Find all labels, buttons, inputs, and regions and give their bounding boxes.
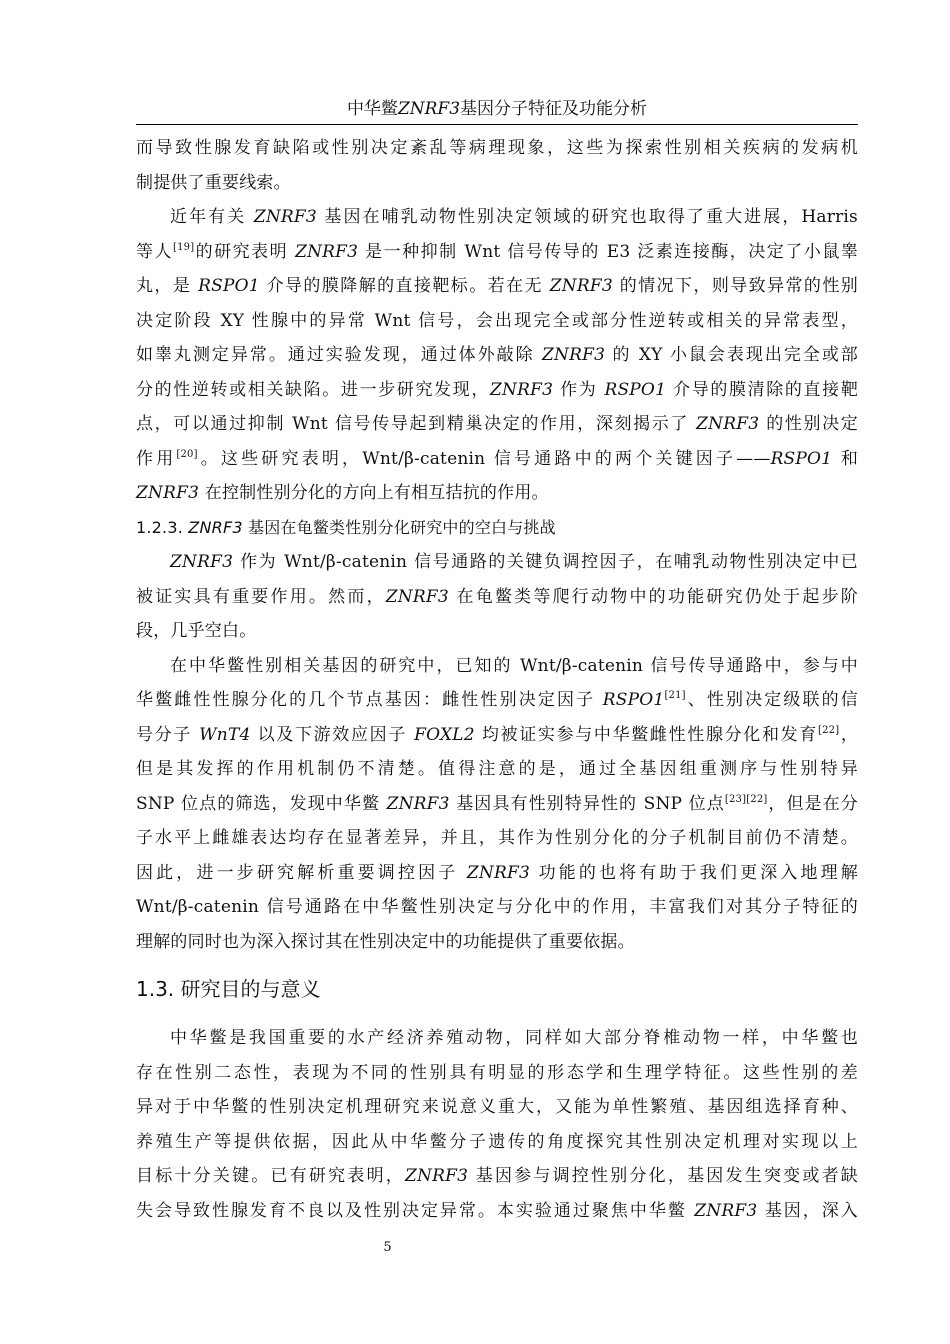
text-line [136, 683, 858, 718]
gene-name: ZNRF3 [253, 207, 317, 227]
text-span: 基因，深入 [764, 1200, 858, 1221]
text-span: 的性别决定 [766, 414, 859, 434]
text-line [136, 1056, 858, 1091]
text-span: 但是其发挥的作用机制仍不清楚。值得注意的是，通过全基因组重测序与性别特异 [136, 759, 858, 779]
text-line [136, 200, 858, 235]
text-span: 基因具有性别特异性的 SNP 位点 [456, 793, 725, 814]
text-span: 异对于中华鳖的性别决定机理研究来说意义重大，又能为单性繁殖、基因组选择育种、 [136, 1097, 858, 1117]
text-span: 以及下游效应因子 [257, 724, 408, 745]
text-span: 丸，是 [136, 276, 192, 296]
text-span: Wnt/β-catenin 信号通路在中华鳖性别决定与分化中的作用，丰富我们对其分子特征的 [136, 897, 858, 917]
subsection-heading [136, 511, 858, 546]
text-span: 作为 Wnt/β-catenin 信号通路的关键负调控因子，在哺乳动物性别决定中已 [240, 552, 858, 572]
text-span: 。这些研究表明，Wnt/β-catenin 信号通路中的两个关键因子—— [197, 448, 771, 469]
text-span: 如睾丸测定异常。通过实验发现，通过体外敲除 [136, 345, 535, 365]
citation-ref: [22] [818, 724, 840, 736]
header-rule [136, 124, 858, 125]
text-line [136, 1021, 858, 1056]
citation-ref: [23][22] [724, 793, 768, 805]
text-span: 点，可以通过抑制 Wnt 信号传导起到精巢决定的作用，深刻揭示了 [136, 414, 690, 434]
text-line [136, 649, 858, 684]
text-span: ， [839, 724, 859, 745]
text-span: 在龟鳖类等爬行动物中的功能研究仍处于起步阶 [456, 586, 858, 607]
header-text-pre: 中华鳖 [346, 99, 398, 119]
text-span: 段，几乎空白。 [136, 621, 257, 641]
text-line [136, 718, 858, 753]
section-title: 研究目的与意义 [180, 977, 321, 1001]
text-span: 因此，进一步研究解析重要调控因子 [136, 862, 459, 883]
text-span: 和 [840, 448, 859, 469]
gene-name: ZNRF3 [489, 379, 554, 400]
text-span: 的 XY 小鼠会表现出完全或部 [612, 345, 859, 365]
citation-ref: [21] [664, 690, 686, 701]
gene-name: ZNRF3 [542, 345, 606, 365]
text-span: 被证实具有重要作用。然而， [136, 586, 386, 607]
gene-name: ZNRF3 [136, 483, 200, 503]
text-span: 的情况下，则导致异常的性别 [619, 276, 858, 296]
text-line [136, 1125, 858, 1160]
citation-ref: [20] [176, 448, 198, 460]
text-line [136, 166, 858, 201]
text-span: 在控制性别分化的方向上有相互拮抗的作用。 [204, 483, 549, 503]
text-span: 华鳖雌性性腺分化的几个节点基因：雌性性别决定因子 [136, 690, 596, 710]
gene-name: RSPO1 [770, 448, 833, 469]
text-span: 基因参与调控性别分化，基因发生突变或者缺 [475, 1166, 858, 1186]
gene-name: ZNRF3 [295, 241, 359, 262]
text-line [136, 407, 858, 442]
text-span: 号分子 [136, 724, 193, 745]
text-span: 、性别决定级联的信 [685, 690, 858, 710]
gene-name: RSPO1 [198, 276, 260, 296]
gene-name: RSPO1 [602, 690, 665, 710]
text-line [136, 821, 858, 856]
text-line [136, 890, 858, 925]
header-text-post: 基因分子特征及功能分析 [460, 99, 648, 119]
text-line [136, 614, 858, 649]
text-line [136, 338, 858, 373]
text-span: 介导的膜降解的直接靶标。若在无 [266, 276, 543, 296]
text-line [136, 787, 858, 822]
text-span: 失会导致性腺发育不良以及性别决定异常。本实验通过聚焦中华鳖 [136, 1200, 687, 1221]
text-line [136, 304, 858, 339]
text-line [136, 373, 858, 408]
text-span: 中华鳖是我国重要的水产经济养殖动物，同样如大部分脊椎动物一样，中华鳖也 [170, 1028, 858, 1048]
section-number: 1.3. [136, 977, 175, 1001]
gene-name: RSPO1 [604, 379, 667, 400]
text-line [136, 269, 858, 304]
text-span: 目标十分关键。已有研究表明， [136, 1166, 405, 1186]
text-span: 养殖生产等提供依据，因此从中华鳖分子遗传的角度探究其性别决定机理对实现以上 [136, 1131, 858, 1152]
text-span: 制提供了重要线索。 [136, 172, 291, 193]
gene-name: ZNRF3 [696, 414, 760, 434]
text-line [136, 545, 858, 580]
text-span: 在中华鳖性别相关基因的研究中，已知的 Wnt/β-catenin 信号传导通路中，参与中 [170, 655, 858, 676]
text-line [136, 752, 858, 787]
subsection-title: 基因在龟鳖类性别分化研究中的空白与挑战 [248, 517, 556, 537]
text-span: 分的性逆转或相关缺陷。进一步研究发现， [136, 379, 490, 400]
gene-name: ZNRF3 [549, 276, 613, 296]
gene-name: FOXL2 [414, 724, 475, 745]
gene-name: ZNRF3 [385, 586, 449, 607]
text-span: 是一种抑制 Wnt 信号传导的 E3 泛素连接酶，决定了小鼠睾 [365, 241, 859, 262]
text-span: 作为 [560, 379, 598, 400]
text-span: 的研究表明 [194, 241, 289, 262]
text-line [136, 856, 858, 891]
text-line [136, 925, 858, 960]
gene-name: ZNRF3 [405, 1166, 469, 1186]
gene-name: ZNRF3 [694, 1200, 758, 1221]
subsection-number: 1.2.3. [136, 517, 183, 537]
text-span: 理解的同时也为深入探讨其在性别决定中的功能提供了重要依据。 [136, 931, 635, 952]
text-span: 功能的也将有助于我们更深入地理解 [538, 862, 859, 883]
text-span: 近年有关 [170, 207, 247, 227]
body-text [136, 131, 858, 1228]
section-heading [136, 965, 858, 1013]
gene-name: ZNRF3 [170, 552, 234, 572]
gene-name: ZNRF3 [188, 517, 243, 537]
text-span: 而导致性腺发育缺陷或性别决定紊乱等病理现象，这些为探索性别相关疾病的发病机 [136, 138, 858, 158]
text-line [136, 131, 858, 166]
text-line [136, 476, 858, 511]
gene-name: ZNRF3 [466, 862, 531, 883]
text-line [136, 1090, 858, 1125]
header-gene-name: ZNRF3 [397, 99, 461, 119]
text-span: 存在性别二态性，表现为不同的性别具有明显的形态学和生理学特征。这些性别的差 [136, 1062, 858, 1083]
text-line [136, 1194, 858, 1229]
text-span: ，但是在分 [767, 793, 858, 814]
gene-name: ZNRF3 [386, 793, 450, 814]
page-number: 5 [383, 1240, 392, 1255]
text-span: SNP 位点的筛选，发现中华鳖 [136, 793, 381, 814]
text-span: 等人 [136, 241, 174, 262]
text-line [136, 580, 858, 615]
text-span: 基因在哺乳动物性别决定领域的研究也取得了重大进展，Harris [324, 207, 858, 227]
citation-ref: [19] [173, 241, 195, 253]
text-span: 子水平上雌雄表达均存在显著差异，并且，其作为性别分化的分子机制目前仍不清楚。 [136, 828, 858, 848]
text-span: 均被证实参与中华鳖雌性性腺分化和发育 [481, 724, 819, 745]
running-header [136, 97, 858, 121]
text-span: 作用 [136, 448, 177, 469]
text-span: 介导的膜清除的直接靶 [673, 379, 859, 400]
text-line [136, 1159, 858, 1194]
text-span: 决定阶段 XY 性腺中的异常 Wnt 信号，会出现完全或部分性逆转或相关的异常表型， [136, 310, 858, 331]
text-line [136, 235, 858, 270]
text-line [136, 442, 858, 477]
gene-name: WnT4 [199, 724, 251, 745]
